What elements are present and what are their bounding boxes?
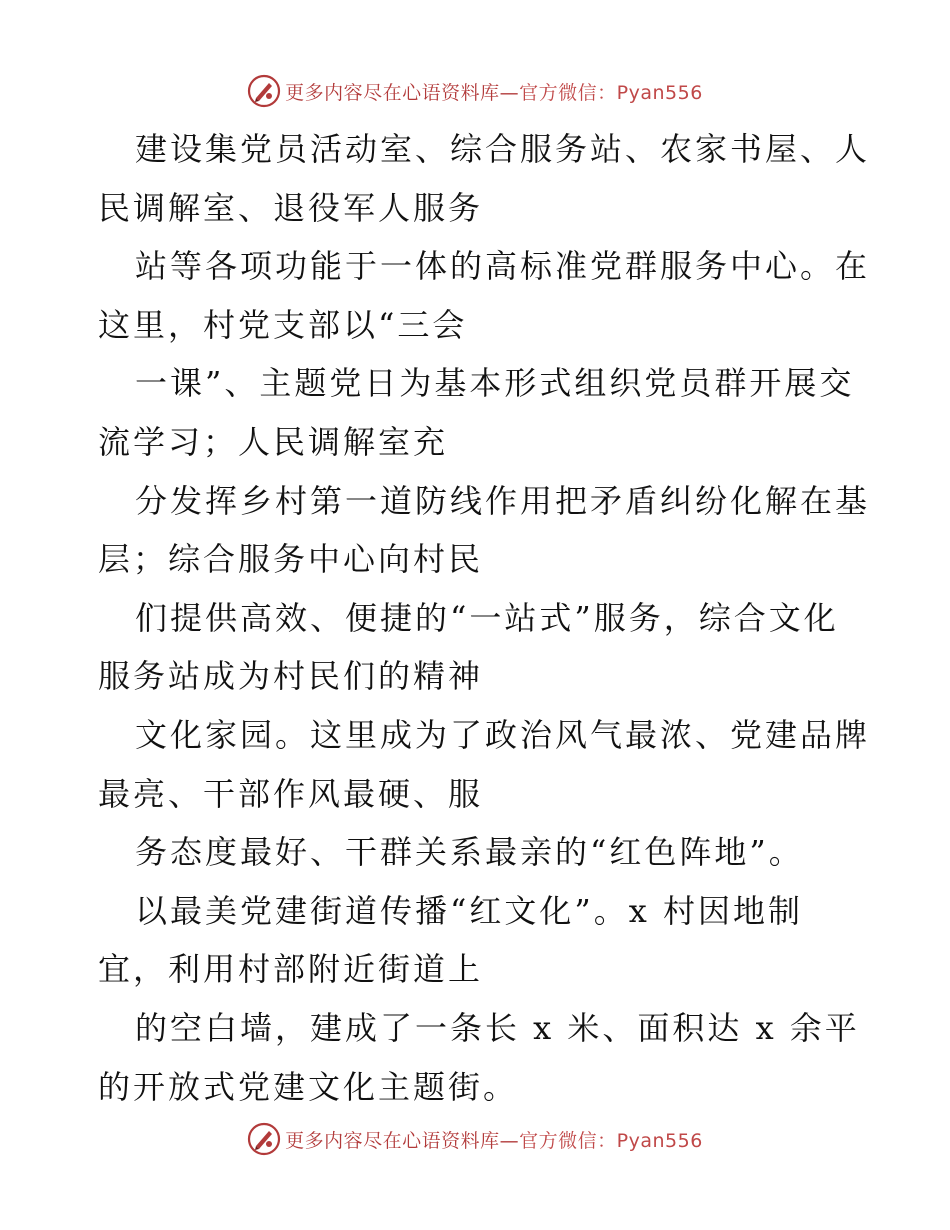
footer-main-text: 更多内容尽在心语资料库 <box>285 1129 500 1152</box>
paragraph-line: 文化家园。这里成为了政治风气最浓、党建品牌 <box>135 715 871 754</box>
header-separator: — <box>499 81 520 104</box>
paragraph-line: 流学习；人民调解室充 <box>98 422 449 461</box>
paragraph-line: 宜，利用村部附近街道上 <box>98 950 484 989</box>
footer-separator: — <box>499 1129 520 1152</box>
paragraph-line: 这里，村党支部以“三会 <box>98 305 468 344</box>
footer-banner <box>0 1119 950 1159</box>
paragraph-line: 最亮、干部作风最硬、服 <box>98 774 484 813</box>
paragraph-line: 以最美党建街道传播“红文化”。x 村因地制 <box>135 891 803 930</box>
header-wechat-text: 官方微信：Pyan556 <box>519 81 703 104</box>
paragraph-line: 分发挥乡村第一道防线作用把矛盾纠纷化解在基 <box>135 481 871 520</box>
paragraph-line: 服务站成为村民们的精神 <box>98 657 484 696</box>
paragraph-line: 民调解室、退役军人服务 <box>98 188 484 227</box>
header-banner <box>0 71 950 111</box>
paragraph-line: 层；综合服务中心向村民 <box>98 540 484 579</box>
footer-text <box>285 1126 703 1153</box>
paragraph-line: 务态度最好、干群关系最亲的“红色阵地”。 <box>135 833 804 872</box>
paragraph-line: 建设集党员活动室、综合服务站、农家书屋、人 <box>135 130 871 168</box>
paragraph-line: 的开放式党建文化主题街。 <box>98 1067 519 1106</box>
footer-wechat-text: 官方微信：Pyan556 <box>519 1129 703 1152</box>
pen-seal-icon <box>247 74 281 108</box>
pen-seal-icon <box>247 1122 281 1156</box>
header-text <box>285 78 703 105</box>
paragraph-line: 的空白墙，建成了一条长 x 米、面积达 x 余平 <box>135 1008 860 1047</box>
header-main-text: 更多内容尽在心语资料库 <box>285 81 500 104</box>
paragraph-line: 们提供高效、便捷的“一站式”服务，综合文化 <box>135 598 839 637</box>
paragraph-line: 一课”、主题党日为基本形式组织党员群开展交 <box>135 364 855 403</box>
paragraph-line: 站等各项功能于一体的高标准党群服务中心。在 <box>135 247 871 286</box>
document-body <box>98 120 871 1116</box>
